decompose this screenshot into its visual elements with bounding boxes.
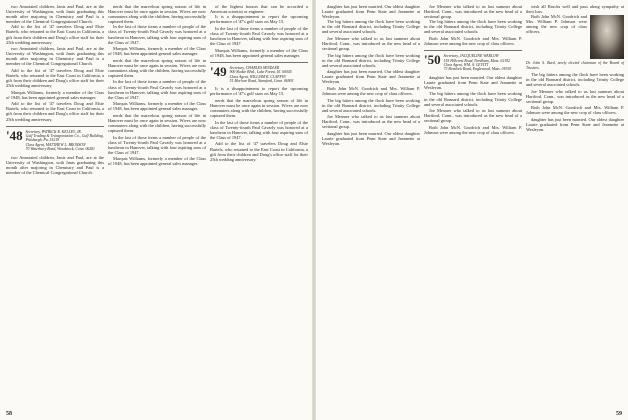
paragraph: Both John McN. Goodrich and Mrs. William P. Johnson were among the new crop of class officers. [526,105,624,116]
class-year: '48 [6,127,23,143]
paragraph: Both John McN. Goodrich and Mrs. William P. Johnson were among the new crop of class officers. [526,14,587,35]
class-year: '49 [210,63,227,79]
class-agent-address: 70 Waterbury Road, Woodstock, Conn. 06281 [25,147,95,152]
secretary-address: 900 Skokie Blvd., Lake Forest, Ill. 60045 [229,70,292,75]
paragraph: daughter has just been married. Our oldest daughter Laurie graduated from Penn State and Jeannette at Wesleyan. [424,74,522,90]
right-column-1 [322,4,420,148]
class-agent-address: 51 Morlove Road, Stamford, Conn. 06903 [229,78,294,83]
class-heading-48 [6,126,104,152]
paragraph: In the last of those items a number of people of the class of Twenty-fourth Paul Cavarly was honored at a luncheon in Hanover, talking with four aspiring sons of the Class of 1947. [108,134,206,155]
paragraph: Marquis Williams, formerly a member of the Class of 1948, has been appointed general sales manager. [108,101,206,112]
right-page [316,0,628,420]
paragraph: wish all Brucks well and pass along sympathy at their loss. [526,4,624,15]
portrait-photo [590,15,624,59]
paragraph: In the last of those items a number of people of the class of Twenty-fourth Paul Cavarly was honored at a luncheon in Hanover, talking with four aspiring sons of the Class of 1947. [210,119,308,140]
paragraph: Joe Mesmer who talked to us last summer about Hartford, Conn., was introduced as the new head of a sectional group. [322,35,420,52]
right-column-2 [424,4,522,136]
left-column-3 [210,4,308,163]
class-agent: Class Agent, MATTHEW L. BRONSON [25,142,86,147]
paragraph: It is a disappointment to report the upcoming performance of '47's golf stars on May 15. [210,86,308,97]
paragraph: Add to the list of '47 travelers Doug and Elsie Bartels, who returned to the East Coast in California, a gift from their children and Doug's office staff for their 25th wedding anniversary. [6,101,104,122]
secretary-name: Secretary, CHARLES SENDLER [229,65,280,70]
class-agent: Class Agent, WILLIAM R. CLAFFIN [229,74,286,79]
paragraph: nerds that the marvelous spring season of life in Hanover must be once again in session. Wives are now commuters along with the children, having successfully captured them. [210,97,308,119]
paragraph: In the last of those items a number of people of the class of Twenty-fourth Paul Cavarly was honored at a luncheon in Hanover, talking with four aspiring sons of the Class of 1947. [210,25,308,47]
left-column-2 [108,4,206,168]
class-heading-50 [424,50,522,72]
paragraph: daughter has just been married. Our oldest daughter Laurie graduated from Penn State and Jeannette at Wesleyan. [322,4,420,20]
paragraph: The big hitters among the flock have been working in the old Bonnard district, including Trinity College and several associated schools. [322,97,420,113]
paragraph: Joe Mesmer who talked to us last summer about Hartford, Conn., was introduced as the new head of a sectional group. [322,114,420,130]
paragraph: The big hitters among the flock have been working in the old Bonnard district, including Trinity College and several associated schools. [322,19,420,35]
paragraph: It is a disappointment to report the upcoming performance of '47's golf stars on May 15. [210,14,308,25]
paragraph: Add to the list of '47 travelers Doug and Elsie Bartels, who returned to the East Coast in California, a gift from their children and Doug's office staff for their 25th wedding anniversary. [6,24,104,45]
paragraph: Both John McN. Goodrich and Mrs. William P. Johnson were among the new crop of class officers. [424,35,522,47]
paragraph: Joe Mesmer who talked to us last summer about Hartford, Conn., was introduced as the new head of a sectional group. [424,4,522,20]
class-agent-address: 73 Hemlock Road, Englewood, Mass. 01930 [443,67,512,72]
paragraph: daughter has just been married. Our oldest daughter Laurie graduated from Penn State and Jeannette at Wesleyan. [526,116,624,133]
page-number: 58 [6,411,12,417]
paragraph: The big hitters among the flock have been working in the old Bonnard district, including Trinity College and several associated schools. [424,91,522,107]
class-year: '50 [424,52,441,68]
paragraph: nerds that the marvelous spring season of life in Hanover must be once again in session. Wives are now commuters along with the children, having successfully captured them. [108,57,206,78]
secretary-address: Gulf Trading & Transportation Co., Gulf Building, Pittsburgh, Pa. 15219 [25,134,104,143]
class-info [444,54,522,72]
paragraph: daughter has just been married. Our oldest daughter Laurie graduated from Penn State and Jeannette at Wesleyan. [322,130,420,147]
paragraph: Add to the list of '47 travelers Doug and Elsie Bartels, who returned to the East Coast in California, a gift from their children and Doug's office staff for their 25th wedding anniversary. [210,141,308,162]
paragraph: Both John McN. Goodrich and Mrs. William P. Johnson were among the new crop of class officers. [424,124,522,135]
secretary-name: Secretary, PATRICK R. KELLEY, JR. [25,129,82,134]
secretary-name: Secretary, JACQUELINE WARLOW [443,54,499,59]
paragraph: two Annotated children, Janis and Paul, are at the University of Washington, with Janis graduating this month after majoring in Chemistry and Paul is a member of the Chemical Congregational Church. [6,46,104,67]
paragraph: Joe Mesmer who talked to us last summer about Hartford, Conn., was introduced as the new head of a sectional group. [424,108,522,124]
right-column-3 [526,4,624,134]
left-column-1 [6,4,104,176]
paragraph: Marquis Williams, formerly a member of the Class of 1948, has been appointed general sales manager. [6,89,104,100]
paragraph: Add to the list of '47 travelers Doug and Elsie Bartels, who returned to the East Coast in California, a gift from their children and Doug's office staff for their 25th wedding anniversary. [6,67,104,89]
paragraph: The big hitters among the flock have been working in the old Bonnard district, including Trinity College and several associated schools. [526,72,624,88]
paragraph: daughter has just been married. Our oldest daughter Laurie graduated from Penn State and Jeannette at Wesleyan. [322,69,420,85]
secretary-address: 155 Hillcrest Road, Needham, Mass. 02192 [443,58,510,63]
photo-caption: Dr. John S. Burd, newly elected chairman of the Board of Trustees. [526,61,624,70]
paragraph: In the last of those items a number of people of the class of Twenty-fourth Paul Cavarly was honored at a luncheon in Hanover, talking with four aspiring sons of the Class of 1947. [108,79,206,100]
paragraph: Marquis Williams, formerly a member of the Class of 1948, has been appointed general sales manager. [210,47,308,58]
paragraph: nerds that the marvelous spring season of life in Hanover must be once again in session. Wives are now commuters along with the children, having successfully captured them. [108,112,206,134]
paragraph: Marquis Williams, formerly a member of the Class of 1948, has been appointed general sales manager. [108,156,206,167]
paragraph: In the last of those items a number of people of the class of Twenty-fourth Paul Cavarly was honored at a luncheon in Hanover, talking with four aspiring sons of the Class of 1947. [108,24,206,45]
paragraph: Joe Mesmer who talked to us last summer about Hartford, Conn., was introduced as the new head of a sectional group. [526,88,624,104]
paragraph: The big hitters among the flock have been working in the old Bonnard district, including Trinity College and several associated schools. [424,19,522,35]
page-number: 59 [616,411,622,417]
paragraph: nerds that the marvelous spring season of life in Hanover must be once again in session. Wives are now commuters along with the children, having successfully captured them. [108,4,206,25]
paragraph: of the highest honors that can be accorded a American scientist or engineer. [210,4,308,15]
paragraph: The big hitters among the flock have been working in the old Bonnard district, including Trinity College and several associated schools. [322,52,420,68]
class-agent: Class Agent, WM. A. LEVITT [443,62,489,67]
paragraph: Both John McN. Goodrich and Mrs. William P. Johnson were among the new crop of class officers. [322,85,420,97]
paragraph: two Annotated children, Janis and Paul, are at the University of Washington, with Janis graduating this month after majoring in Chemistry and Paul is a member of the Chemical Congregational Church. [6,4,104,25]
class-heading-49 [210,62,308,84]
class-info [230,66,308,84]
class-info [26,130,104,152]
paragraph: Marquis Williams, formerly a member of the Class of 1948, has been appointed general sales manager. [108,46,206,57]
left-page [0,0,312,420]
paragraph: two Annotated children, Janis and Paul, are at the University of Washington, with Janis graduating this month after majoring in Chemistry and Paul is a member of the Chemical Congregational Church. [6,154,104,175]
